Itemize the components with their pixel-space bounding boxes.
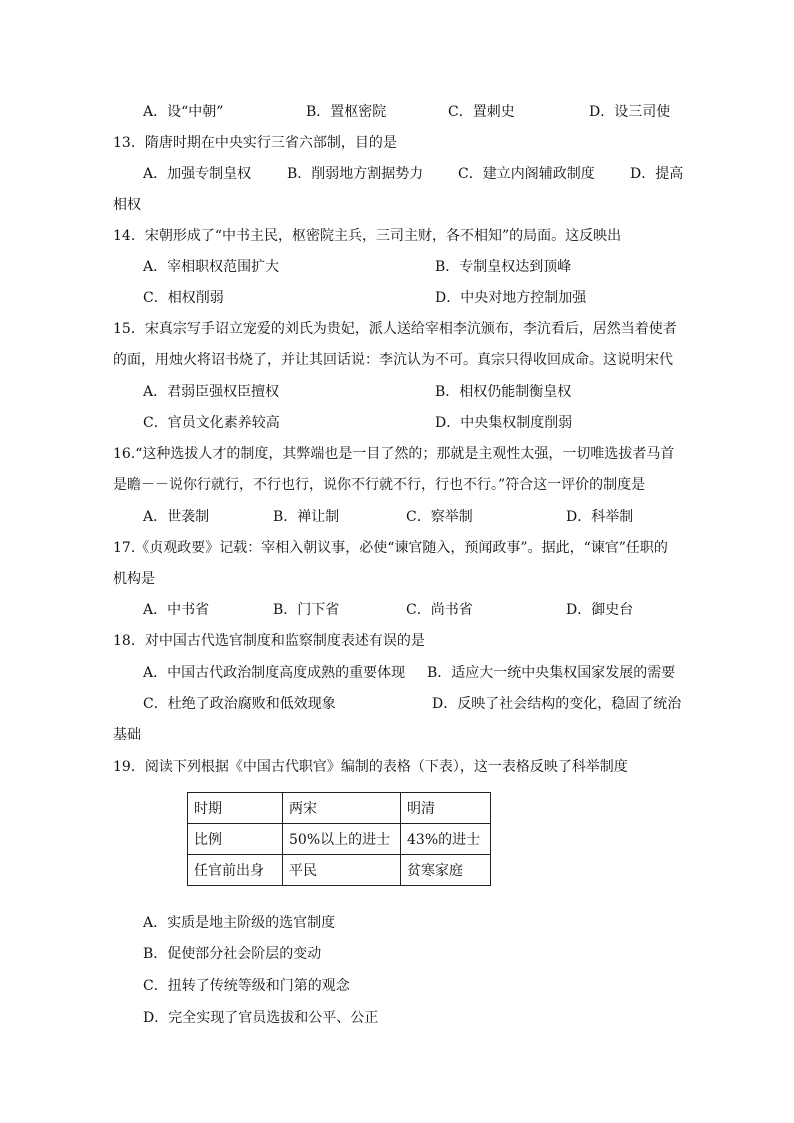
- q18-option-d: D．反映了社会结构的变化，稳固了统治: [432, 696, 682, 712]
- table-cell: 时期: [188, 793, 283, 824]
- table-cell: 两宋: [283, 793, 401, 824]
- q13-option-a: A．加强专制皇权: [143, 166, 252, 182]
- q13-option-d-continued: 相权: [113, 197, 141, 213]
- q15-option-a: A．君弱臣强权臣擅权: [143, 384, 280, 400]
- q18-option-c: C．杜绝了政治腐败和低效现象: [143, 696, 336, 712]
- q14-option-d: D．中央对地方控制加强: [435, 290, 587, 306]
- q19-option-a: A．实质是地主阶级的选官制度: [143, 915, 336, 931]
- q18-option-d-continued: 基础: [113, 727, 141, 743]
- q15-option-d: D．中央集权制度削弱: [435, 415, 573, 431]
- q14-option-c: C．相权削弱: [143, 290, 224, 306]
- table-cell: 比例: [188, 824, 283, 855]
- q19-stem: 19．阅读下列根据《中国古代职官》编制的表格（下表），这一表格反映了科举制度: [113, 759, 628, 775]
- q13-stem: 13．隋唐时期在中央实行三省六部制，目的是: [113, 135, 397, 151]
- q18-option-b: B．适应大一统中央集权国家发展的需要: [427, 665, 676, 681]
- q17-option-c: C．尚书省: [406, 602, 473, 618]
- table-cell: 43%的进士: [401, 824, 491, 855]
- q18-option-a: A．中国古代政治制度高度成熟的重要体现: [143, 665, 406, 681]
- q13-option-b: B．削弱地方割据势力: [287, 166, 424, 182]
- q16-option-a: A．世袭制: [143, 509, 210, 525]
- table-cell: 平民: [283, 855, 401, 886]
- q16-option-c: C．察举制: [406, 509, 473, 525]
- q18-stem: 18．对中国古代选官制度和监察制度表述有误的是: [113, 633, 425, 649]
- q13-option-c: C．建立内阁辅政制度: [458, 166, 595, 182]
- table-row: [188, 824, 491, 855]
- q14-option-a: A．宰相职权范围扩大: [143, 259, 280, 275]
- table-cell: 明清: [401, 793, 491, 824]
- table-cell: 任官前出身: [188, 855, 283, 886]
- q19-option-c: C．扭转了传统等级和门第的观念: [143, 978, 350, 994]
- q17-option-d: D．御史台: [566, 602, 634, 618]
- table-row: [188, 793, 491, 824]
- q17-option-b: B．门下省: [273, 602, 340, 618]
- q13-option-d: D．提高: [630, 166, 684, 182]
- q17-stem-line2: 机构是: [113, 571, 155, 587]
- q16-option-d: D．科举制: [566, 509, 634, 525]
- table-cell: 50%以上的进士: [283, 824, 401, 855]
- q16-stem-line1: 16.“这种选拔人才的制度，其弊端也是一目了然的；那就是主观性太强，一切唯选拔者马首: [113, 446, 675, 462]
- q15-option-b: B．相权仍能制衡皇权: [435, 384, 572, 400]
- q14-option-b: B．专制皇权达到顶峰: [435, 259, 572, 275]
- q12-option-c: C．置刺史: [448, 104, 515, 120]
- officials-table: [187, 792, 491, 886]
- q15-stem-line1: 15．宋真宗写手诏立宠爱的刘氏为贵妃，派人送给宰相李沆颁布，李沆看后，居然当着使者: [113, 321, 677, 337]
- q17-option-a: A．中书省: [143, 602, 210, 618]
- q19-option-b: B．促使部分社会阶层的变动: [143, 946, 322, 962]
- q15-stem-line2: 的面，用烛火将诏书烧了，并让其回话说：李沆认为不可。真宗只得收回成命。这说明宋代: [113, 352, 673, 368]
- q16-option-b: B．禅让制: [273, 509, 340, 525]
- q17-stem-line1: 17.《贞观政要》记载：宰相入朝议事，必使“谏官随入，预闻政事”。据此，“谏官”任职的: [113, 540, 668, 556]
- q12-option-b: B．置枢密院: [306, 104, 387, 120]
- table-cell: 贫寒家庭: [401, 855, 491, 886]
- q16-stem-line2: 是瞻－－说你行就行，不行也行，说你不行就不行，行也不行。”符合这一评价的制度是: [113, 477, 646, 493]
- q19-option-d: D．完全实现了官员选拔和公平、公正: [143, 1010, 379, 1026]
- table-row: [188, 855, 491, 886]
- q15-option-c: C．官员文化素养较高: [143, 415, 280, 431]
- q14-stem: 14．宋朝形成了“中书主民，枢密院主兵，三司主财，各不相知”的局面。这反映出: [113, 228, 622, 244]
- q12-option-a: A．设“中朝”: [143, 104, 224, 120]
- q12-option-d: D．设三司使: [589, 104, 671, 120]
